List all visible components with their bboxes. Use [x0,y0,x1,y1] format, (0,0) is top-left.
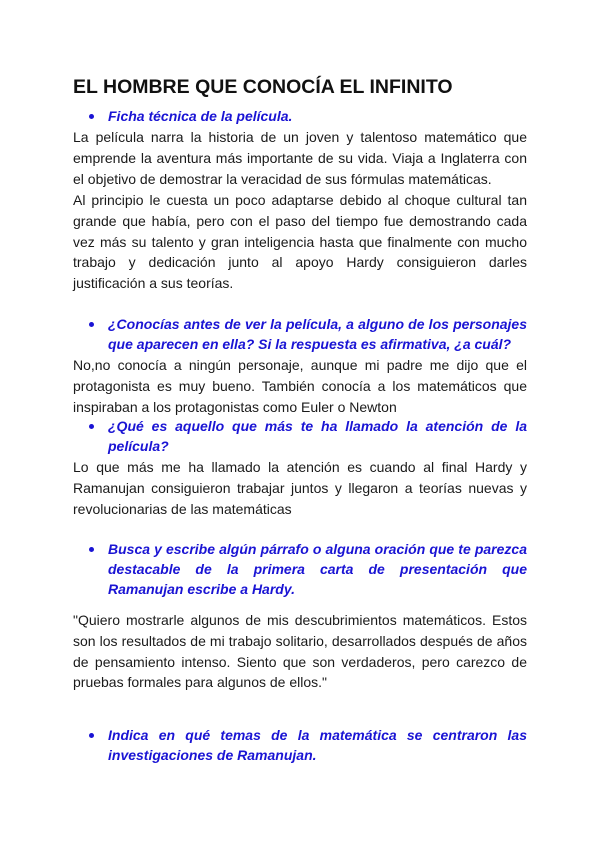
document-title: EL HOMBRE QUE CONOCÍA EL INFINITO [73,76,453,98]
question-5 [73,725,527,765]
bullet-icon [89,733,94,738]
question-2-text: ¿Conocías antes de ver la película, a alguno de los personajes que aparecen en ella? Si la respuesta es afirmativa, ¿a cuál? [108,316,527,352]
bullet-icon [89,322,94,327]
answer-1: La película narra la historia de un joven y talentoso matemático que emprende la aventura más importante de su vida. Viaja a Inglaterra con el objetivo de demostrar la veracidad de sus fórmulas matemáticas. [73,129,527,187]
question-5-text: Indica en qué temas de la matemática se centraron las investigaciones de Ramanujan. [108,727,527,763]
question-4-text: Busca y escribe algún párrafo o alguna oración que te parezca destacable de la primera carta de presentación que Ramanujan escribe a Hardy. [108,541,527,597]
answer-3: Lo que más me ha llamado la atención es cuando al final Hardy y Ramanujan consiguieron trabajar juntos y llegaron a teorías nuevas y revolucionarias de las matemáticas [73,459,527,517]
question-4 [73,539,527,599]
answer-4: "Quiero mostrarle algunos de mis descubrimientos matemáticos. Estos son los resultados de mi trabajo solitario, desarrollados después de años de pensamiento intenso. Siento que son verdaderos, pero carezco de pruebas formales para algunos de ellos." [73,612,527,691]
question-2 [73,314,527,354]
bullet-icon [89,424,94,429]
question-3 [73,416,527,456]
question-3-text: ¿Qué es aquello que más te ha llamado la atención de la película? [108,418,527,454]
question-1-text: Ficha técnica de la película. [108,108,293,124]
answer-1-continued: Al principio le cuesta un poco adaptarse debido al choque cultural tan grande que había, pero con el paso del tiempo fue demostrando cada vez más su talento y gran inteligencia hasta que finalmente con mucho trabajo y dedicación junto al apoyo Hardy consiguieron darles justificación a sus teorías. [73,192,527,292]
bullet-icon [89,114,94,119]
question-1 [73,106,527,126]
bullet-icon [89,547,94,552]
answer-2: No,no conocía a ningún personaje, aunque mi padre me dijo que el protagonista es muy bueno. También conocía a los matemáticos que inspiraban a los protagonistas como Euler o Newton [73,357,527,415]
